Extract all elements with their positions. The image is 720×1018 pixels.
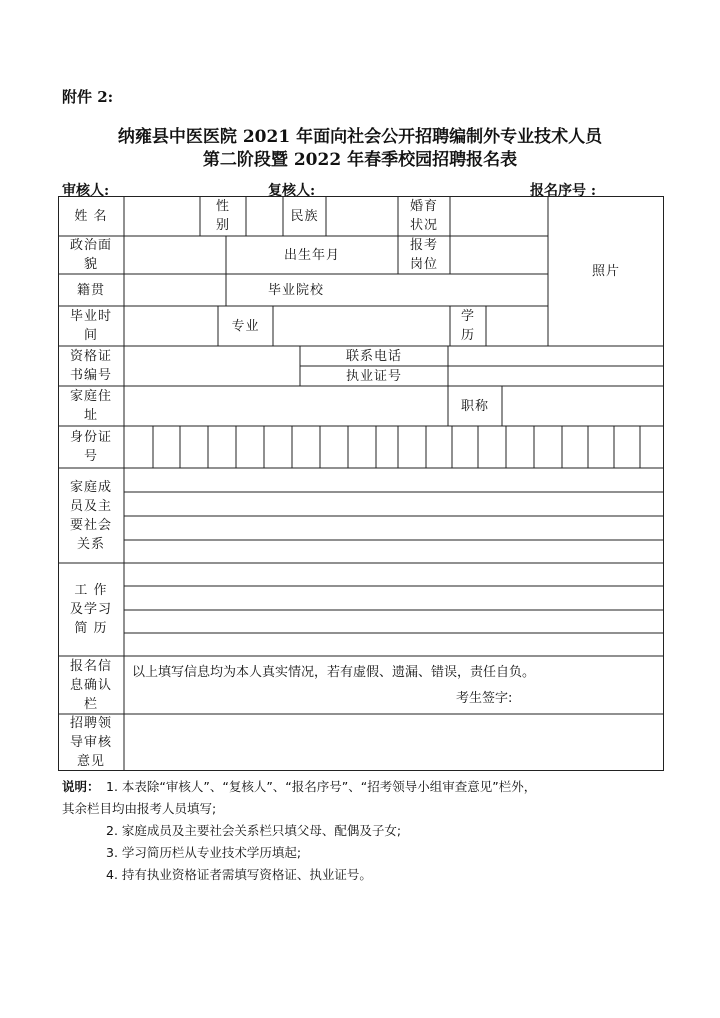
graduation-time-field[interactable]	[124, 306, 218, 346]
work-study-resume-field[interactable]	[124, 563, 664, 656]
political-status-field[interactable]	[124, 236, 226, 274]
political-status-label: 政治面 貌	[69, 238, 112, 272]
birth-date-label[interactable]: 出生年月	[283, 247, 340, 263]
work-study-resume-label: 工 作 及学习 简 历	[69, 583, 112, 636]
professional-title-label: 职称	[460, 398, 489, 414]
major-label: 专业	[231, 318, 260, 334]
ethnicity-label: 民族	[290, 208, 319, 224]
form-title-line2: 第二阶段暨 2022 年春季校园招聘报名表	[202, 150, 518, 170]
home-address-field[interactable]	[124, 386, 448, 426]
serial-number-label: 报名序号 :	[530, 183, 597, 199]
professional-title-field[interactable]	[502, 386, 664, 426]
applied-position-field[interactable]	[450, 236, 548, 274]
registration-form-table	[58, 196, 664, 771]
education-label: 学 历	[460, 309, 475, 343]
phone-label: 联系电话	[345, 348, 402, 364]
certificate-number-label: 资格证 书编号	[69, 349, 112, 383]
form-title-line1: 纳雍县中医医院 2021 年面向社会公开招聘编制外专业技术人员	[117, 127, 603, 147]
education-field[interactable]	[486, 306, 548, 346]
gender-label: 性 别	[215, 199, 230, 233]
name-label: 姓 名	[74, 208, 108, 224]
reviewer-label: 审核人:	[62, 183, 110, 199]
photo-box[interactable]: 照片	[591, 263, 620, 279]
applied-position-label: 报考 岗位	[409, 238, 438, 272]
note-2: 2. 家庭成员及主要社会关系栏只填父母、配偶及子女;	[106, 823, 402, 838]
confirmation-statement: 以上填写信息均为本人真实情况，若有虚假、遗漏、错误，责任自负。	[132, 665, 536, 680]
name-field[interactable]	[124, 196, 200, 236]
license-number-label: 执业证号	[345, 368, 402, 384]
note-4: 4. 持有执业资格证者需填写资格证、执业证号。	[106, 867, 372, 882]
license-number-field[interactable]	[448, 366, 664, 386]
info-confirmation-label: 报名信 息确认 栏	[69, 658, 112, 712]
ethnicity-field[interactable]	[326, 196, 398, 236]
graduation-time-label: 毕业时 间	[69, 309, 112, 343]
graduate-school-field[interactable]	[366, 274, 548, 306]
native-place-field[interactable]	[124, 274, 226, 306]
family-relations-label: 家庭成 员及主 要社会 关系	[69, 479, 112, 552]
note-1-line-2: 其余栏目均由报考人员填写;	[62, 801, 217, 816]
attachment-label: 附件 2:	[62, 88, 114, 106]
home-address-label: 家庭住 址	[69, 389, 112, 423]
note-1-line-1: 1. 本表除“审核人”、“复核人”、“报名序号”、“招考领导小组审查意见”栏外，	[106, 779, 537, 794]
graduate-school-label: 毕业院校	[267, 282, 324, 298]
notes-label: 说明：	[62, 779, 100, 794]
id-number-label: 身份证 号	[69, 430, 112, 464]
phone-field[interactable]	[448, 346, 664, 366]
marital-status-label: 婚育 状况	[409, 199, 438, 233]
family-relations-field[interactable]	[124, 468, 664, 563]
note-3: 3. 学习简历栏从专业技术学历填起;	[106, 845, 302, 860]
certificate-number-field[interactable]	[124, 346, 300, 386]
leader-review-label: 招聘领 导审核 意见	[69, 716, 112, 769]
marital-status-field[interactable]	[450, 196, 548, 236]
leader-review-field[interactable]	[124, 714, 664, 771]
gender-field[interactable]	[246, 196, 283, 236]
rechecker-label: 复核人:	[268, 183, 316, 199]
id-number-boxes[interactable]	[124, 426, 664, 468]
native-place-label: 籍贯	[76, 282, 105, 298]
major-field[interactable]	[273, 306, 450, 346]
candidate-signature-label: 考生签字:	[456, 691, 513, 706]
